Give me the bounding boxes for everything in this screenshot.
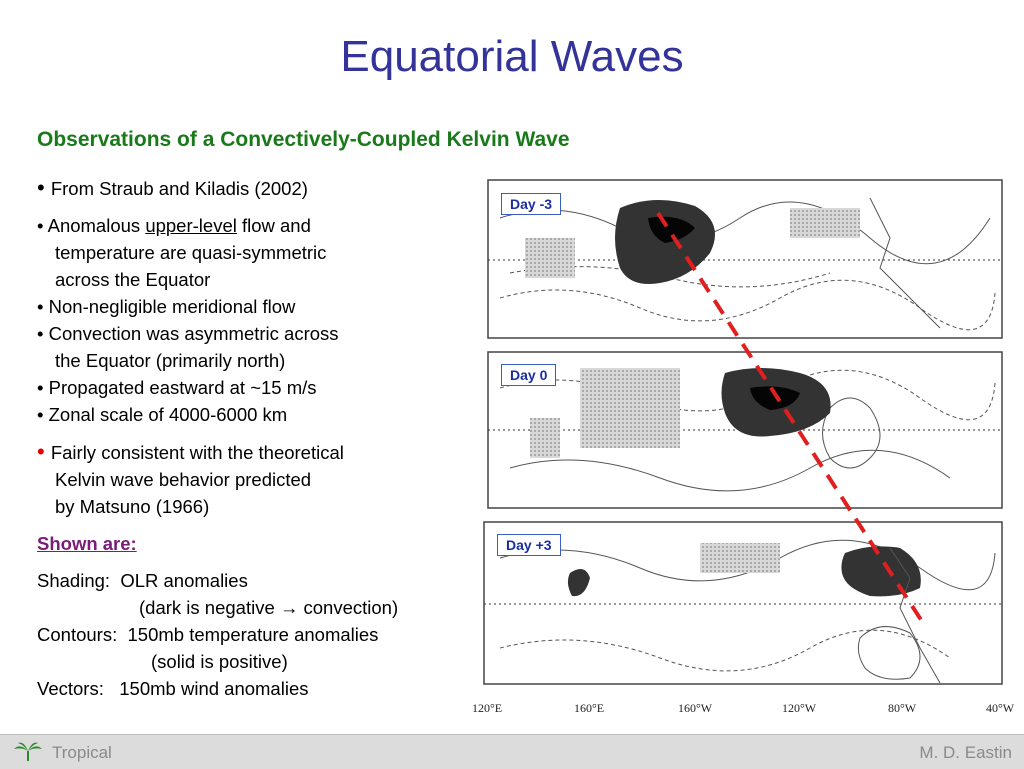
shown-are-heading: Shown are: bbox=[37, 533, 137, 554]
lon-axis bbox=[472, 701, 1015, 715]
slide-title: Equatorial Waves bbox=[340, 32, 684, 81]
bullet-meridional: • Non-negligible meridional flow bbox=[37, 296, 296, 317]
text-column: • From Straub and Kiladis (2002) • Anomalous upper-level flow and temperature are quasi-symmetric across the Equator • Non-negligible meridional flow • Convection was asymmetric across the Equator (primarily north) • Propagated eastward at ~15 m/s • Zonal scale of 4000-6000 km • Fairly consistent with the theoretical Kelvin wave behavior predicted by Matsuno (1966) Shown are: Shading: OLR anomalies (dark is negative → convection) Contours: 150mb temperature anomalies (solid is positive) Vectors: 150mb wind anomalies bbox=[37, 174, 467, 702]
bullet-zonal: • Zonal scale of 4000-6000 km bbox=[37, 404, 288, 425]
slide-subtitle: Observations of a Convectively-Coupled Kelvin Wave bbox=[37, 128, 570, 151]
lon-label: 120°W bbox=[782, 701, 817, 715]
lon-label: 80°W bbox=[888, 701, 917, 715]
bullet-propagated: • Propagated eastward at ~15 m/s bbox=[37, 377, 317, 398]
footer-bar bbox=[0, 734, 1024, 769]
footer-left-text: Tropical bbox=[52, 743, 112, 762]
lon-label: 160°E bbox=[574, 701, 605, 715]
legend-vectors: Vectors: 150mb wind anomalies bbox=[37, 678, 309, 699]
panel-label-day-0: Day 0 bbox=[501, 364, 556, 386]
lon-label: 120°E bbox=[472, 701, 503, 715]
bullet-source: • From Straub and Kiladis (2002) bbox=[37, 175, 308, 200]
kelvin-wave-figure bbox=[470, 178, 1024, 722]
legend-shading: Shading: OLR anomalies bbox=[37, 570, 248, 591]
map-panel-day-0 bbox=[488, 352, 1002, 508]
lon-label: 40°W bbox=[986, 701, 1015, 715]
panel-label-day-minus-3: Day -3 bbox=[501, 193, 561, 215]
lon-label: 160°W bbox=[678, 701, 713, 715]
bullet-anomalous: • Anomalous upper-level flow and bbox=[37, 215, 311, 236]
map-panel-day-minus-3 bbox=[488, 180, 1002, 338]
map-panels-svg bbox=[470, 178, 1024, 722]
footer-right-text: M. D. Eastin bbox=[919, 743, 1012, 762]
bullet-convection: • Convection was asymmetric across bbox=[37, 323, 339, 344]
palm-logo-icon bbox=[12, 741, 44, 768]
bullet-consistent: • Fairly consistent with the theoretical bbox=[37, 439, 344, 464]
panel-label-day-plus-3: Day +3 bbox=[497, 534, 561, 556]
map-panel-day-plus-3 bbox=[484, 522, 1002, 684]
legend-contours: Contours: 150mb temperature anomalies bbox=[37, 624, 379, 645]
